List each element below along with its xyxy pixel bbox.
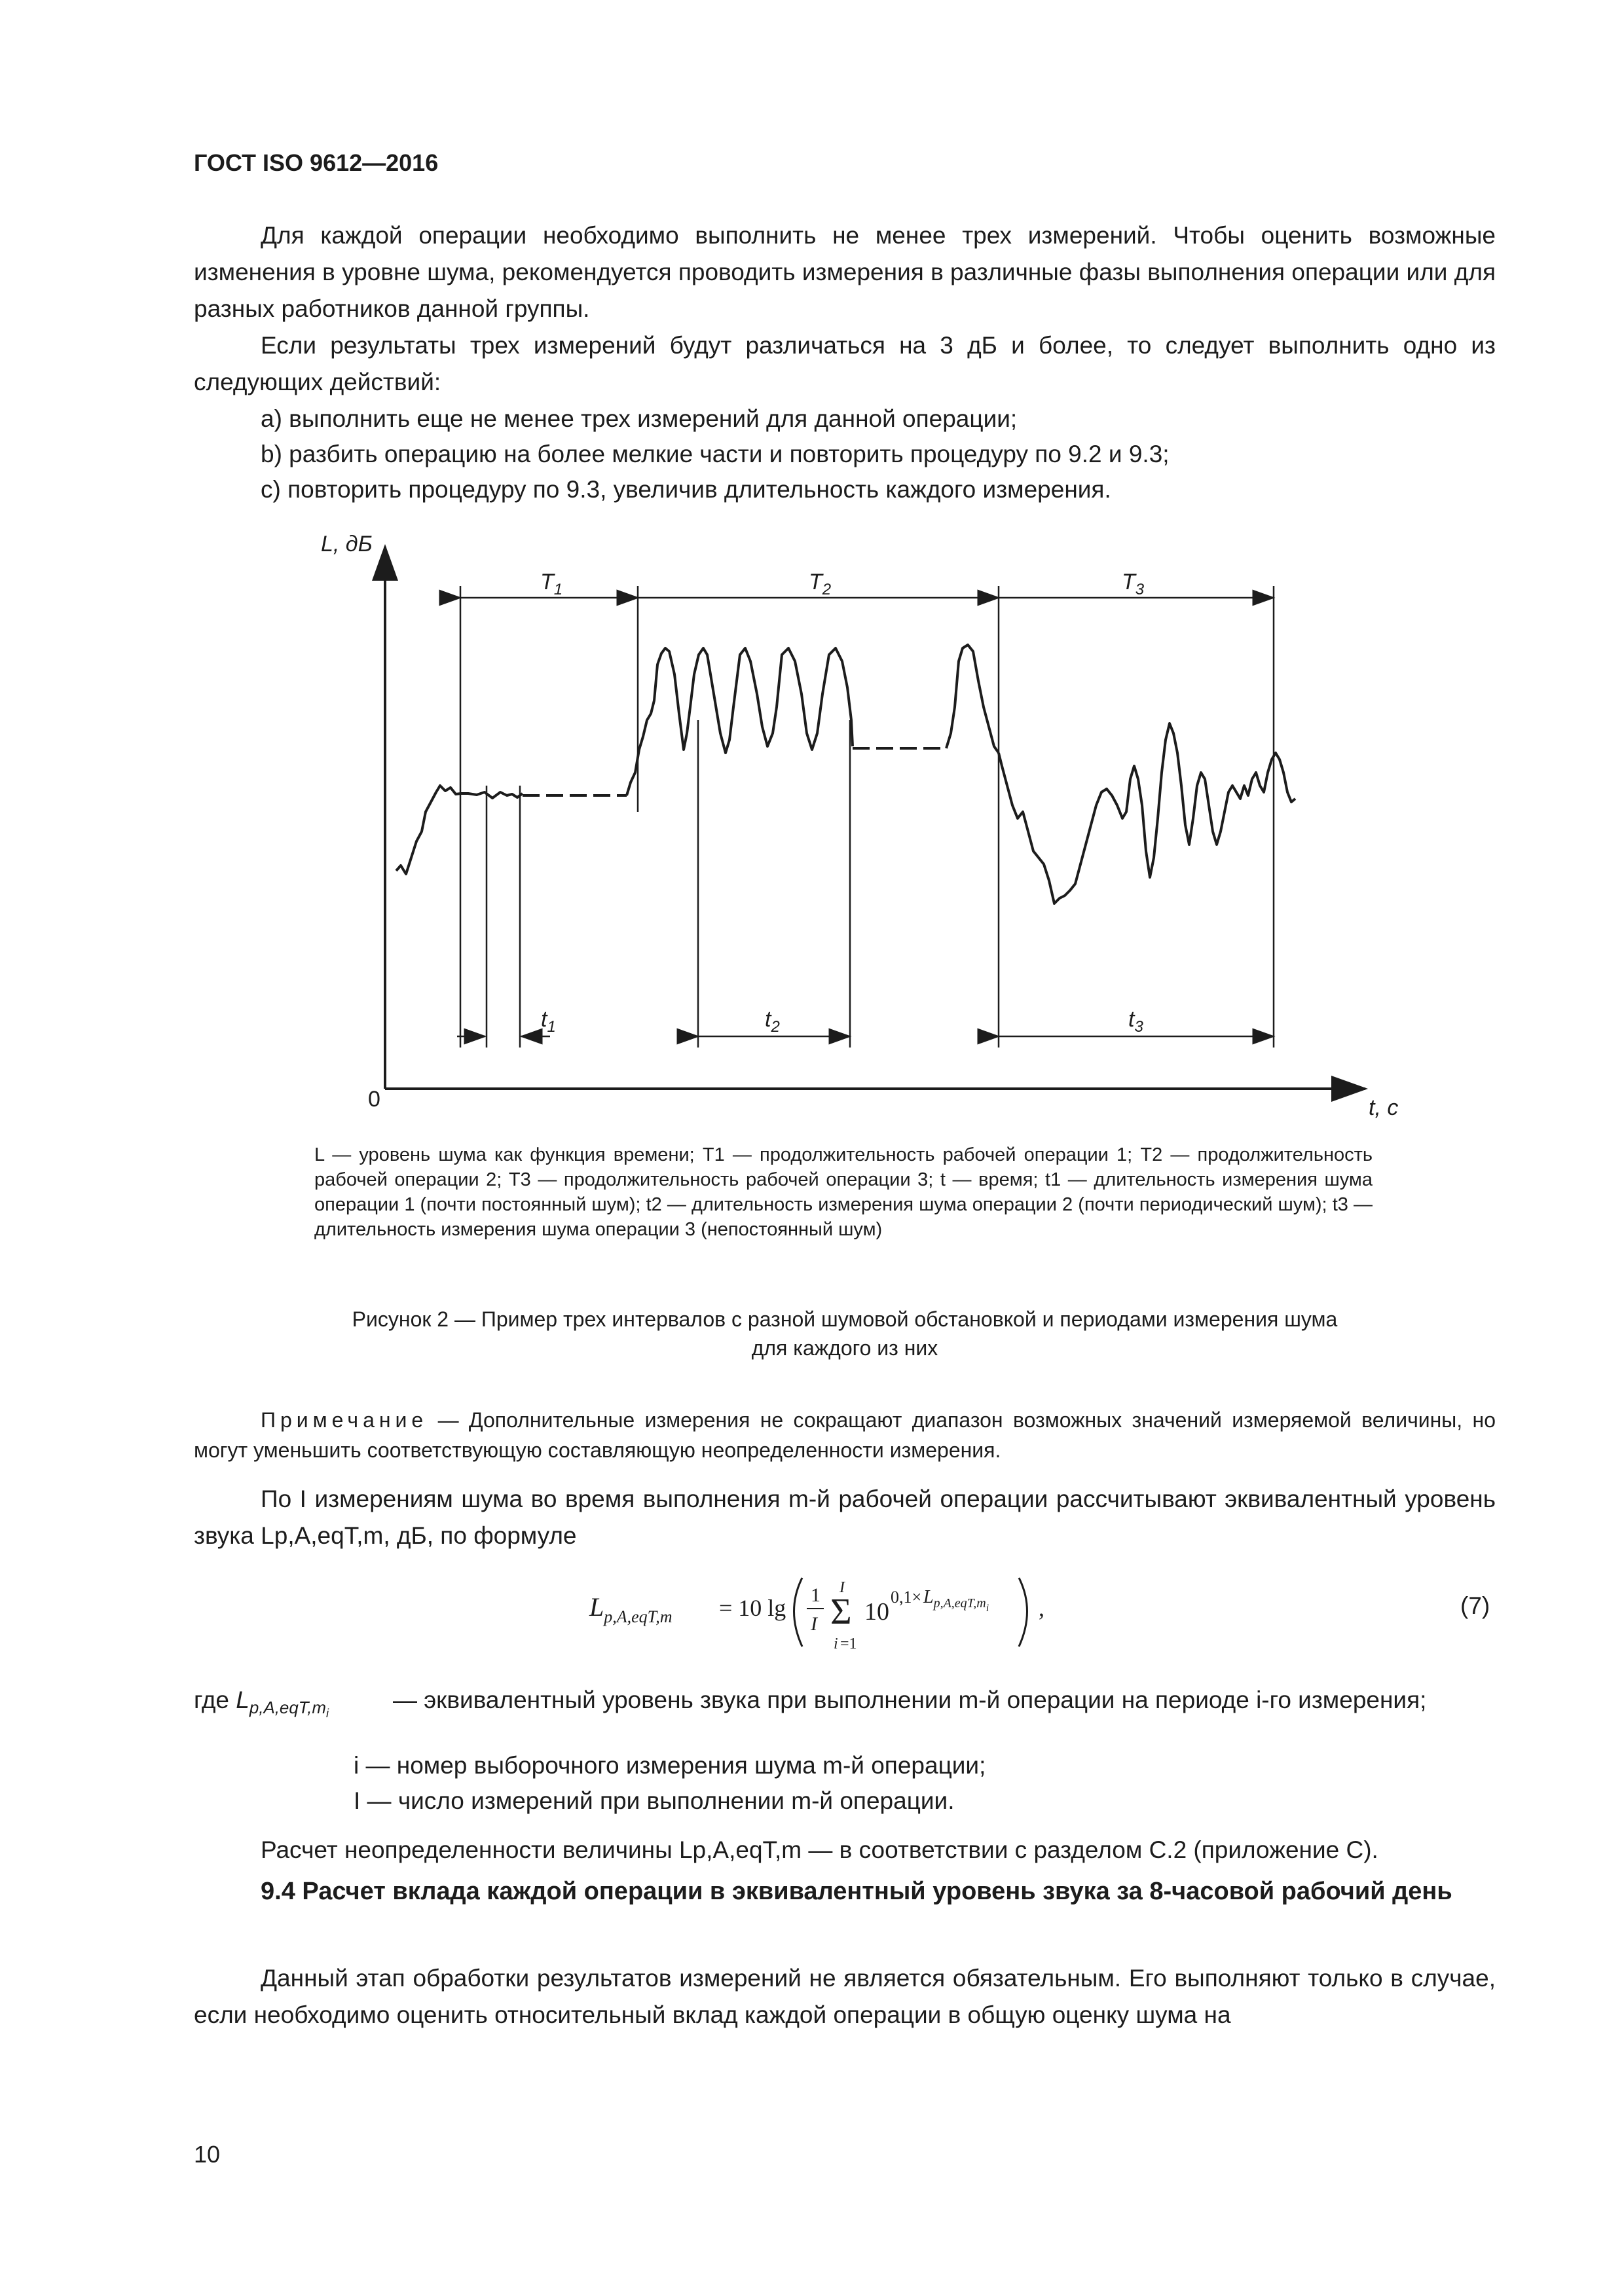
label-T1: $T_1$ [540, 570, 563, 598]
paragraph-1: Для каждой операции необходимо выполнить не менее трех измерений. Чтобы оценить возможные изменения в уровне шума, рекомендуется проводить измерения в различные фазы выполнения операции или для разных работников данной группы. [194, 222, 1496, 322]
svg-text:= 10 lg: = 10 lg [719, 1595, 786, 1621]
svg-text:I: I [840, 1579, 845, 1596]
label-T2: $T_2$ [809, 570, 832, 598]
figure-caption: Рисунок 2 — Пример трех интервалов с разной шумовой обстановкой и периодами измерения шума для каждого из них [352, 1307, 1338, 1360]
where-definition-3: I — число измерений при выполнении m-й операции. [354, 1787, 955, 1814]
section-9-4-title: 9.4 Расчет вклада каждой операции в эквивалентный уровень звука за 8-часовой рабочий день [261, 1878, 1452, 1905]
label-t2: $t_2$ [765, 1007, 780, 1036]
svg-text:Σ: Σ [830, 1592, 852, 1632]
paragraph-3: По I измерениям шума во время выполнения m-й рабочей операции рассчитывают эквивалентный уровень звука Lp,A,eqT,m, дБ, по формуле [194, 1485, 1496, 1549]
noise-curve-op2 [627, 648, 853, 795]
label-T3: $T_3$ [1122, 570, 1145, 598]
svg-text:0,1×: 0,1× [891, 1588, 922, 1607]
page-number: 10 [194, 2141, 221, 2168]
noise-curve-op3 [999, 723, 1295, 903]
note: Примечание — Дополнительные измерения не сокращают диапазон возможных значений измеряемой величины, но могут уменьшить соответствующую составляющую неопределенности измерения. [194, 1408, 1496, 1462]
svg-text:1: 1 [811, 1584, 821, 1606]
svg-text:Lp,A,eqT,m: $L_{p,A,eqT,m}$ [589, 1592, 673, 1626]
svg-text:I: I [811, 1613, 817, 1635]
noise-curve-op2-end [946, 645, 999, 753]
y-axis-label: L, дБ [321, 532, 373, 556]
svg-text:10: 10 [864, 1598, 889, 1626]
list-item-c: c) повторить процедуру по 9.3, увеличив длительность каждого измерения. [261, 476, 1111, 503]
label-t3: $t_3$ [1128, 1007, 1143, 1036]
paragraph-5: Данный этап обработки результатов измерений не является обязательным. Его выполняют только в случае, если необходимо оценить относительный вклад каждой операции в общую оценку шума на [194, 1965, 1496, 2028]
svg-text:Lp,A,eqT,mi: $L_{p,A,eqT,mi}$ [923, 1587, 989, 1614]
where-intro: где $L_{p,A,eqT,m_i}$ [194, 1686, 329, 1721]
label-t1: $t_1$ [541, 1007, 556, 1036]
noise-curve-op1 [396, 786, 523, 874]
svg-text:=1: =1 [840, 1635, 857, 1652]
figure-legend: L — уровень шума как функция времени; T1 — продолжительность рабочей операции 1; T2 — продолжительность рабочей операции 2; T3 — продолжительность рабочей операции 3; t — время; t1 — длительность измерения шума операции 1 (почти постоянный шум); t2 — длительность измерения шума операции 2 (почти периодический шум); t3 — длительность измерения шума операции 3 (непостоянный шум) [314, 1144, 1373, 1240]
svg-text:i: i [834, 1635, 838, 1652]
x-axis-label: t, с [1369, 1095, 1399, 1120]
list-item-a: a) выполнить еще не менее трех измерений для данной операции; [261, 405, 1018, 432]
equation-number: (7) [1460, 1592, 1490, 1619]
paragraph-2: Если результаты трех измерений будут различаться на 3 дБ и более, то следует выполнить одно из следующих действий: [194, 332, 1496, 395]
list-item-b: b) разбить операцию на более мелкие части и повторить процедуру по 9.2 и 9.3; [261, 441, 1170, 467]
svg-text:,: , [1039, 1595, 1044, 1621]
origin-label: 0 [368, 1087, 380, 1112]
where-definition-2: i — номер выборочного измерения шума m-й операции; [354, 1752, 986, 1779]
formula-7 [576, 1565, 1074, 1656]
document-header: ГОСТ ISO 9612—2016 [194, 149, 439, 176]
paragraph-4: Расчет неопределенности величины Lp,A,eqT,m — в соответствии с разделом С.2 (приложение С). [261, 1836, 1378, 1863]
where-definition-1: — эквивалентный уровень звука при выполнении m-й операции на периоде i-го измерения; [393, 1686, 1427, 1713]
